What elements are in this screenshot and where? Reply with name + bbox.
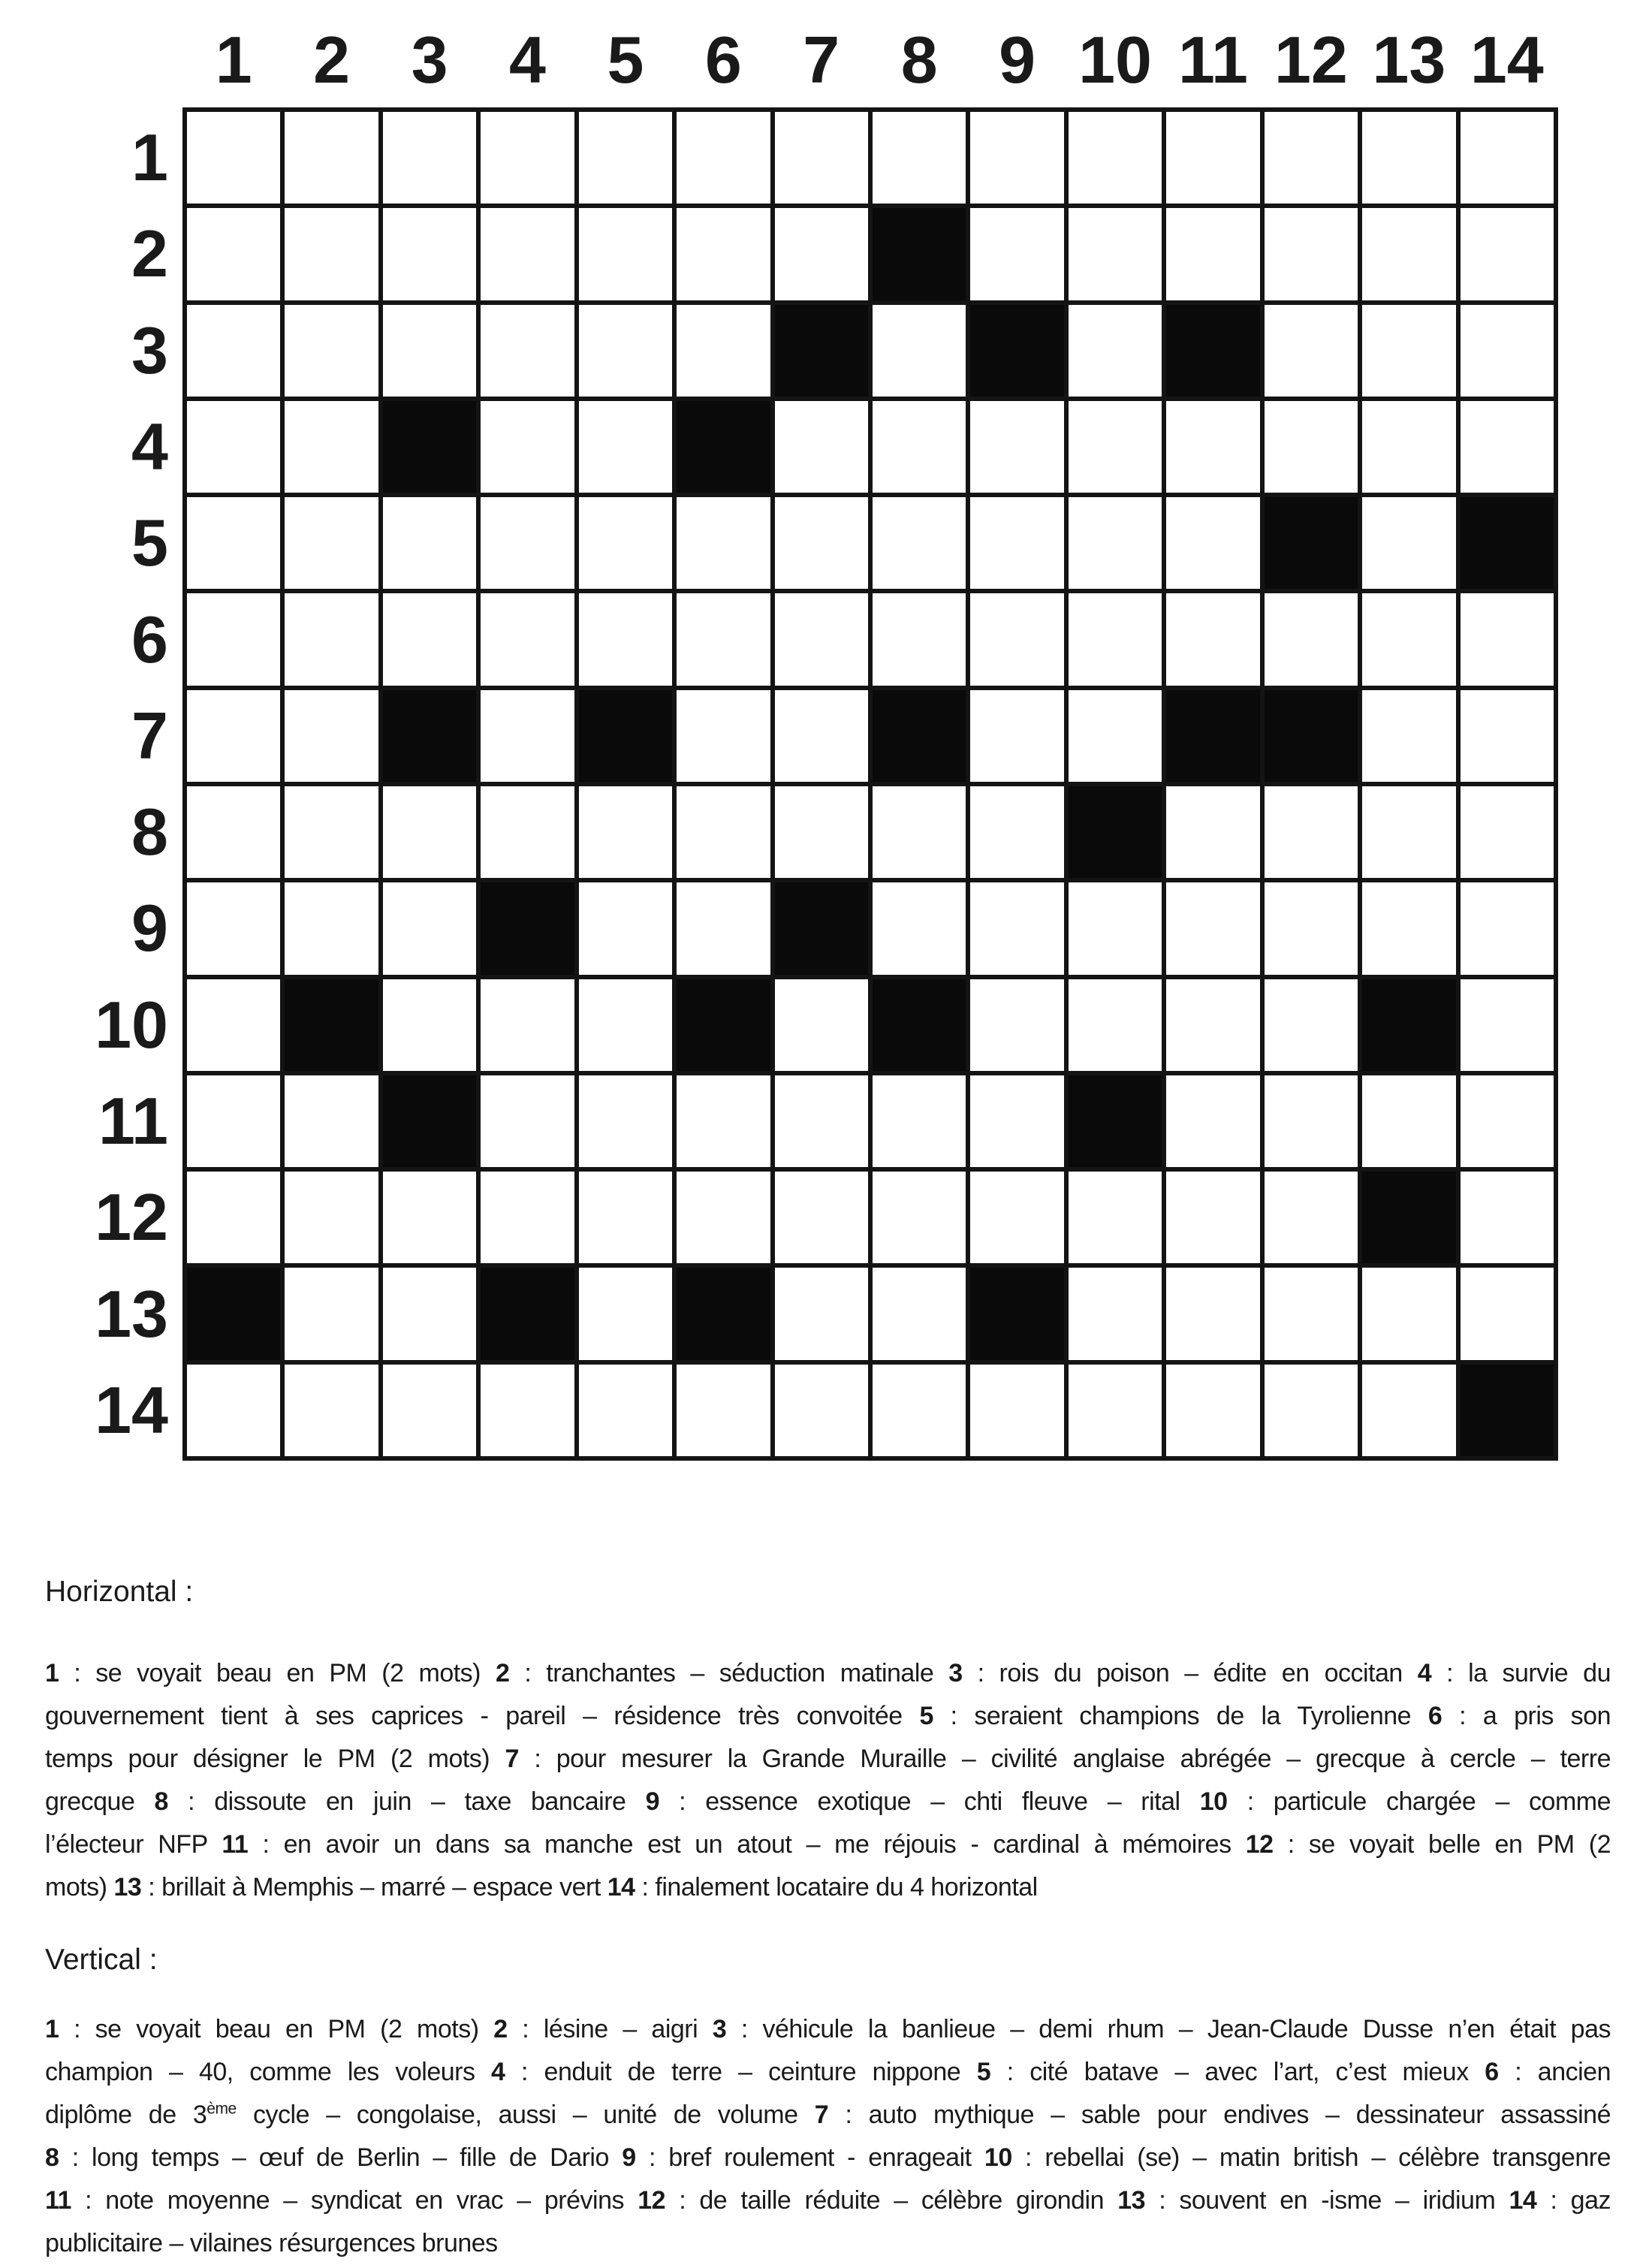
col-label: 2 — [313, 23, 351, 97]
grid-cell-r7c13[interactable] — [1362, 690, 1455, 782]
grid-cell-r3c1[interactable] — [187, 305, 280, 397]
grid-cell-r6c5[interactable] — [579, 593, 672, 685]
vertical-clues-section — [45, 1945, 1611, 2265]
grid-cell-r6c13[interactable] — [1362, 593, 1455, 685]
col-label: 4 — [509, 23, 546, 97]
grid-cell-r3c6[interactable] — [677, 305, 770, 397]
grid-cell-r3c8[interactable] — [873, 305, 966, 397]
grid-cell-r8c13[interactable] — [1362, 786, 1455, 878]
grid-cell-r6c3[interactable] — [383, 593, 476, 685]
grid-cell-r3c4[interactable] — [481, 305, 574, 397]
grid-cell-r14c2[interactable] — [285, 1365, 378, 1456]
grid-cell-r10c3[interactable] — [383, 979, 476, 1071]
grid-cell-r14c9[interactable] — [970, 1365, 1063, 1456]
grid-cell-r7c11 — [1166, 690, 1259, 782]
grid-cell-r7c9[interactable] — [970, 690, 1063, 782]
grid-cell-r13c1 — [187, 1268, 280, 1359]
grid-cell-r10c2 — [285, 979, 378, 1071]
col-label: 10 — [1078, 23, 1152, 97]
row-label: 10 — [95, 987, 168, 1062]
grid-cell-r4c2[interactable] — [285, 401, 378, 493]
grid-cell-r9c10[interactable] — [1069, 882, 1162, 974]
grid-cell-r3c10[interactable] — [1069, 305, 1162, 397]
grid-cell-r12c11[interactable] — [1166, 1172, 1259, 1263]
grid-cell-r8c3[interactable] — [383, 786, 476, 878]
grid-cell-r2c4[interactable] — [481, 208, 574, 300]
row-label: 4 — [131, 409, 168, 484]
clue-line: mots) 13 : brillait à Memphis – marré – espace vert 14 : finalement locataire du 4 horizontal — [45, 1873, 1038, 1902]
grid-cell-r10c11[interactable] — [1166, 979, 1259, 1071]
grid-cell-r3c11 — [1166, 305, 1259, 397]
grid-cell-r5c6[interactable] — [677, 497, 770, 589]
clue-line: 1 : se voyait beau en PM (2 mots) 2 : lésine – aigri 3 : véhicule la banlieue – demi rhum – Jean-Claude Dusse n’en était pas — [45, 2015, 1611, 2043]
grid-cell-r1c11[interactable] — [1166, 112, 1259, 204]
grid-cell-r2c2[interactable] — [285, 208, 378, 300]
clue-line: 1 : se voyait beau en PM (2 mots) 2 : tranchantes – séduction matinale 3 : rois du poison – édite en occitan 4 : la survie du — [45, 1659, 1611, 1687]
grid-cell-r1c5[interactable] — [579, 112, 672, 204]
grid-cell-r4c8[interactable] — [873, 401, 966, 493]
grid-cell-r5c13[interactable] — [1362, 497, 1455, 589]
grid-cell-r1c10[interactable] — [1069, 112, 1162, 204]
col-label: 5 — [607, 23, 644, 97]
grid-cell-r3c13[interactable] — [1362, 305, 1455, 397]
clue-line: grecque 8 : dissoute en juin – taxe bancaire 9 : essence exotique – chti fleuve – rital 10 : particule chargée – comme — [45, 1787, 1611, 1816]
grid-cell-r11c9[interactable] — [970, 1075, 1063, 1167]
row-label: 14 — [95, 1372, 168, 1447]
grid-cell-r11c8[interactable] — [873, 1075, 966, 1167]
grid-cell-r6c2[interactable] — [285, 593, 378, 685]
grid-cell-r1c4[interactable] — [481, 112, 574, 204]
grid-cell-r4c10[interactable] — [1069, 401, 1162, 493]
grid-cell-r5c9[interactable] — [970, 497, 1063, 589]
grid-cell-r1c6[interactable] — [677, 112, 770, 204]
grid-cell-r3c14[interactable] — [1461, 305, 1554, 397]
grid-cell-r12c9[interactable] — [970, 1172, 1063, 1263]
grid-cell-r5c5[interactable] — [579, 497, 672, 589]
grid-cell-r10c4[interactable] — [481, 979, 574, 1071]
column-numbers — [182, 18, 1558, 97]
grid-cell-r14c14 — [1461, 1365, 1554, 1456]
grid-cell-r12c14[interactable] — [1461, 1172, 1554, 1263]
row-label: 12 — [95, 1180, 168, 1255]
clue-line: champion – 40, comme les voleurs 4 : enduit de terre – ceinture nippone 5 : cité batave – avec l’art, c’est mieux 6 : ancien — [45, 2058, 1611, 2086]
grid-cell-r11c10 — [1069, 1075, 1162, 1167]
grid-cell-r2c6[interactable] — [677, 208, 770, 300]
grid-cell-r5c14 — [1461, 497, 1554, 589]
grid-cell-r11c5[interactable] — [579, 1075, 672, 1167]
grid-cell-r6c11[interactable] — [1166, 593, 1259, 685]
grid-cell-r7c5 — [579, 690, 672, 782]
grid-cell-r13c11[interactable] — [1166, 1268, 1259, 1359]
grid-cell-r12c4[interactable] — [481, 1172, 574, 1263]
grid-cell-r14c1[interactable] — [187, 1365, 280, 1456]
grid-cell-r12c1[interactable] — [187, 1172, 280, 1263]
grid-cell-r13c4 — [481, 1268, 574, 1359]
grid-cell-r13c8[interactable] — [873, 1268, 966, 1359]
grid-cell-r13c5[interactable] — [579, 1268, 672, 1359]
grid-cell-r6c14[interactable] — [1461, 593, 1554, 685]
clue-line: diplôme de 3ème cycle – congolaise, aussi – unité de volume 7 : auto mythique – sable pour endives – dessinateur assassiné — [45, 2100, 1611, 2129]
row-label: 5 — [131, 505, 168, 581]
grid-cell-r7c3 — [383, 690, 476, 782]
grid-cell-r4c6 — [677, 401, 770, 493]
grid-cell-r10c1[interactable] — [187, 979, 280, 1071]
grid-cell-r13c12[interactable] — [1265, 1268, 1358, 1359]
grid-cell-r11c2[interactable] — [285, 1075, 378, 1167]
grid-cell-r9c4 — [481, 882, 574, 974]
grid-cell-r10c14[interactable] — [1461, 979, 1554, 1071]
grid-cell-r1c1[interactable] — [187, 112, 280, 204]
grid-cell-r4c4[interactable] — [481, 401, 574, 493]
grid-cell-r7c6[interactable] — [677, 690, 770, 782]
grid-cell-r10c5[interactable] — [579, 979, 672, 1071]
grid-cell-r6c1[interactable] — [187, 593, 280, 685]
grid-cell-r12c6[interactable] — [677, 1172, 770, 1263]
grid-cell-r11c7[interactable] — [775, 1075, 868, 1167]
grid-cell-r4c1[interactable] — [187, 401, 280, 493]
grid-cell-r11c3 — [383, 1075, 476, 1167]
grid-cell-r14c8[interactable] — [873, 1365, 966, 1456]
grid-cell-r6c8[interactable] — [873, 593, 966, 685]
col-label: 9 — [999, 23, 1036, 97]
grid-cell-r1c12[interactable] — [1265, 112, 1358, 204]
grid-cell-r9c7 — [775, 882, 868, 974]
grid-cell-r10c8 — [873, 979, 966, 1071]
grid-cell-r2c14[interactable] — [1461, 208, 1554, 300]
grid-cell-r5c4[interactable] — [481, 497, 574, 589]
grid-cell-r8c8[interactable] — [873, 786, 966, 878]
grid-cell-r7c14[interactable] — [1461, 690, 1554, 782]
grid-cell-r1c2[interactable] — [285, 112, 378, 204]
grid-cell-r11c4[interactable] — [481, 1075, 574, 1167]
grid-cell-r3c9 — [970, 305, 1063, 397]
grid-cell-r6c4[interactable] — [481, 593, 574, 685]
vertical-clues-list — [45, 2008, 1611, 2265]
grid-cell-r5c7[interactable] — [775, 497, 868, 589]
grid-cell-r8c14[interactable] — [1461, 786, 1554, 878]
clue-line: 8 : long temps – œuf de Berlin – fille de Dario 9 : bref roulement - enrageait 10 : rebellai (se) – matin british – célèbre transgenre — [45, 2143, 1611, 2172]
col-label: 8 — [900, 23, 938, 97]
grid-cell-r7c8 — [873, 690, 966, 782]
grid-cell-r14c3[interactable] — [383, 1365, 476, 1456]
grid-cell-r14c12[interactable] — [1265, 1365, 1358, 1456]
row-numbers — [30, 107, 174, 1461]
grid-cell-r8c1[interactable] — [187, 786, 280, 878]
row-label: 6 — [131, 602, 168, 677]
clue-line: l’électeur NFP 11 : en avoir un dans sa manche est un atout – me réjouis - cardinal à mémoires 12 : se voyait belle en PM (2 — [45, 1830, 1611, 1859]
grid-cell-r13c9 — [970, 1268, 1063, 1359]
grid-cell-r11c13[interactable] — [1362, 1075, 1455, 1167]
grid-cell-r4c9[interactable] — [970, 401, 1063, 493]
col-label: 12 — [1274, 23, 1348, 97]
grid-cell-r14c4[interactable] — [481, 1365, 574, 1456]
grid-cell-r5c10[interactable] — [1069, 497, 1162, 589]
horizontal-clues-section — [45, 1577, 1611, 1909]
clue-line: temps pour désigner le PM (2 mots) 7 : pour mesurer la Grande Muraille – civilité anglaise abrégée – grecque à cercle – terre — [45, 1745, 1611, 1773]
grid-cell-r3c5[interactable] — [579, 305, 672, 397]
grid-cell-r12c2[interactable] — [285, 1172, 378, 1263]
grid-cell-r7c7[interactable] — [775, 690, 868, 782]
grid-cell-r12c8[interactable] — [873, 1172, 966, 1263]
grid-cell-r12c10[interactable] — [1069, 1172, 1162, 1263]
crossword-grid — [182, 107, 1558, 1461]
grid-cell-r10c7[interactable] — [775, 979, 868, 1071]
grid-cell-r9c9[interactable] — [970, 882, 1063, 974]
grid-cell-r8c7[interactable] — [775, 786, 868, 878]
grid-cell-r11c6[interactable] — [677, 1075, 770, 1167]
grid-cell-r4c11[interactable] — [1166, 401, 1259, 493]
grid-cell-r14c10[interactable] — [1069, 1365, 1162, 1456]
grid-cell-r2c13[interactable] — [1362, 208, 1455, 300]
grid-cell-r14c13[interactable] — [1362, 1365, 1455, 1456]
grid-cell-r8c5[interactable] — [579, 786, 672, 878]
grid-cell-r7c4[interactable] — [481, 690, 574, 782]
grid-cell-r7c2[interactable] — [285, 690, 378, 782]
grid-cell-r5c11[interactable] — [1166, 497, 1259, 589]
grid-cell-r8c4[interactable] — [481, 786, 574, 878]
row-label: 9 — [131, 891, 168, 966]
grid-cell-r12c5[interactable] — [579, 1172, 672, 1263]
grid-cell-r8c11[interactable] — [1166, 786, 1259, 878]
row-label: 13 — [95, 1276, 168, 1351]
grid-cell-r13c6 — [677, 1268, 770, 1359]
grid-cell-r2c5[interactable] — [579, 208, 672, 300]
grid-cell-r1c9[interactable] — [970, 112, 1063, 204]
grid-cell-r8c12[interactable] — [1265, 786, 1358, 878]
horizontal-clues-title: Horizontal : — [45, 1576, 194, 1608]
grid-cell-r14c5[interactable] — [579, 1365, 672, 1456]
col-label: 7 — [803, 23, 840, 97]
grid-cell-r5c8[interactable] — [873, 497, 966, 589]
grid-cell-r4c3 — [383, 401, 476, 493]
row-label: 11 — [98, 1083, 168, 1158]
grid-cell-r4c7[interactable] — [775, 401, 868, 493]
grid-cell-r2c7[interactable] — [775, 208, 868, 300]
grid-cell-r8c10 — [1069, 786, 1162, 878]
grid-cell-r11c12[interactable] — [1265, 1075, 1358, 1167]
grid-cell-r6c6[interactable] — [677, 593, 770, 685]
grid-cell-r3c3[interactable] — [383, 305, 476, 397]
grid-cell-r2c9[interactable] — [970, 208, 1063, 300]
grid-cell-r9c14[interactable] — [1461, 882, 1554, 974]
grid-cell-r4c5[interactable] — [579, 401, 672, 493]
grid-cell-r13c14[interactable] — [1461, 1268, 1554, 1359]
grid-cell-r7c1[interactable] — [187, 690, 280, 782]
grid-cell-r12c7[interactable] — [775, 1172, 868, 1263]
grid-cell-r2c10[interactable] — [1069, 208, 1162, 300]
col-label: 14 — [1470, 23, 1544, 97]
grid-cell-r3c12[interactable] — [1265, 305, 1358, 397]
horizontal-clues-list — [45, 1652, 1611, 1909]
grid-cell-r13c7[interactable] — [775, 1268, 868, 1359]
row-label: 8 — [131, 795, 168, 870]
grid-cell-r12c13 — [1362, 1172, 1455, 1263]
grid-cell-r9c6[interactable] — [677, 882, 770, 974]
grid-cell-r7c10[interactable] — [1069, 690, 1162, 782]
grid-cell-r9c13[interactable] — [1362, 882, 1455, 974]
grid-cell-r7c12 — [1265, 690, 1358, 782]
grid-cell-r10c9[interactable] — [970, 979, 1063, 1071]
grid-cell-r5c3[interactable] — [383, 497, 476, 589]
grid-cell-r3c2[interactable] — [285, 305, 378, 397]
grid-cell-r9c5[interactable] — [579, 882, 672, 974]
grid-cell-r8c6[interactable] — [677, 786, 770, 878]
grid-cell-r8c9[interactable] — [970, 786, 1063, 878]
row-label: 1 — [131, 120, 168, 195]
grid-cell-r6c10[interactable] — [1069, 593, 1162, 685]
grid-cell-r13c13[interactable] — [1362, 1268, 1455, 1359]
grid-cell-r3c7 — [775, 305, 868, 397]
grid-cell-r6c9[interactable] — [970, 593, 1063, 685]
grid-cell-r9c2[interactable] — [285, 882, 378, 974]
grid-cell-r4c13[interactable] — [1362, 401, 1455, 493]
col-label: 3 — [411, 23, 448, 97]
grid-cell-r13c10[interactable] — [1069, 1268, 1162, 1359]
grid-cell-r1c3[interactable] — [383, 112, 476, 204]
grid-cell-r8c2[interactable] — [285, 786, 378, 878]
col-label: 6 — [704, 23, 742, 97]
grid-cell-r1c14[interactable] — [1461, 112, 1554, 204]
grid-cell-r11c11[interactable] — [1166, 1075, 1259, 1167]
grid-cell-r6c12[interactable] — [1265, 593, 1358, 685]
grid-cell-r9c8[interactable] — [873, 882, 966, 974]
grid-cell-r2c11[interactable] — [1166, 208, 1259, 300]
grid-cell-r14c7[interactable] — [775, 1365, 868, 1456]
grid-cell-r9c12[interactable] — [1265, 882, 1358, 974]
grid-cell-r12c12[interactable] — [1265, 1172, 1358, 1263]
grid-cell-r9c3[interactable] — [383, 882, 476, 974]
grid-cell-r11c14[interactable] — [1461, 1075, 1554, 1167]
row-label: 2 — [131, 216, 168, 291]
grid-cell-r12c3[interactable] — [383, 1172, 476, 1263]
grid-cell-r1c7[interactable] — [775, 112, 868, 204]
grid-cell-r14c11[interactable] — [1166, 1365, 1259, 1456]
grid-cell-r1c13[interactable] — [1362, 112, 1455, 204]
grid-cell-r9c1[interactable] — [187, 882, 280, 974]
clue-line: 11 : note moyenne – syndicat en vrac – prévins 12 : de taille réduite – célèbre girondin 13 : souvent en -isme – iridium 14 : gaz — [45, 2186, 1611, 2215]
grid-cell-r14c6[interactable] — [677, 1365, 770, 1456]
grid-cell-r4c14[interactable] — [1461, 401, 1554, 493]
row-label: 3 — [131, 312, 168, 388]
clue-line: gouvernement tient à ses caprices - pareil – résidence très convoitée 5 : seraient champions de la Tyrolienne 6 : a pris son — [45, 1702, 1611, 1730]
grid-cell-r2c1[interactable] — [187, 208, 280, 300]
vertical-clues-title: Vertical : — [45, 1944, 158, 1976]
grid-cell-r13c2[interactable] — [285, 1268, 378, 1359]
grid-cell-r4c12[interactable] — [1265, 401, 1358, 493]
grid-cell-r1c8[interactable] — [873, 112, 966, 204]
grid-cell-r11c1[interactable] — [187, 1075, 280, 1167]
grid-cell-r10c12[interactable] — [1265, 979, 1358, 1071]
col-label: 1 — [215, 23, 252, 97]
grid-cell-r2c8 — [873, 208, 966, 300]
grid-cell-r10c6 — [677, 979, 770, 1071]
grid-cell-r9c11[interactable] — [1166, 882, 1259, 974]
col-label: 13 — [1372, 23, 1446, 97]
row-label: 7 — [131, 698, 168, 773]
grid-cell-r6c7[interactable] — [775, 593, 868, 685]
col-label: 11 — [1177, 23, 1248, 97]
grid-cell-r5c2[interactable] — [285, 497, 378, 589]
clue-line: publicitaire – vilaines résurgences brunes — [45, 2229, 498, 2257]
grid-cell-r2c12[interactable] — [1265, 208, 1358, 300]
grid-cell-r10c10[interactable] — [1069, 979, 1162, 1071]
grid-cell-r13c3[interactable] — [383, 1268, 476, 1359]
grid-cell-r10c13 — [1362, 979, 1455, 1071]
grid-cell-r2c3[interactable] — [383, 208, 476, 300]
grid-cell-r5c12 — [1265, 497, 1358, 589]
grid-cell-r5c1[interactable] — [187, 497, 280, 589]
